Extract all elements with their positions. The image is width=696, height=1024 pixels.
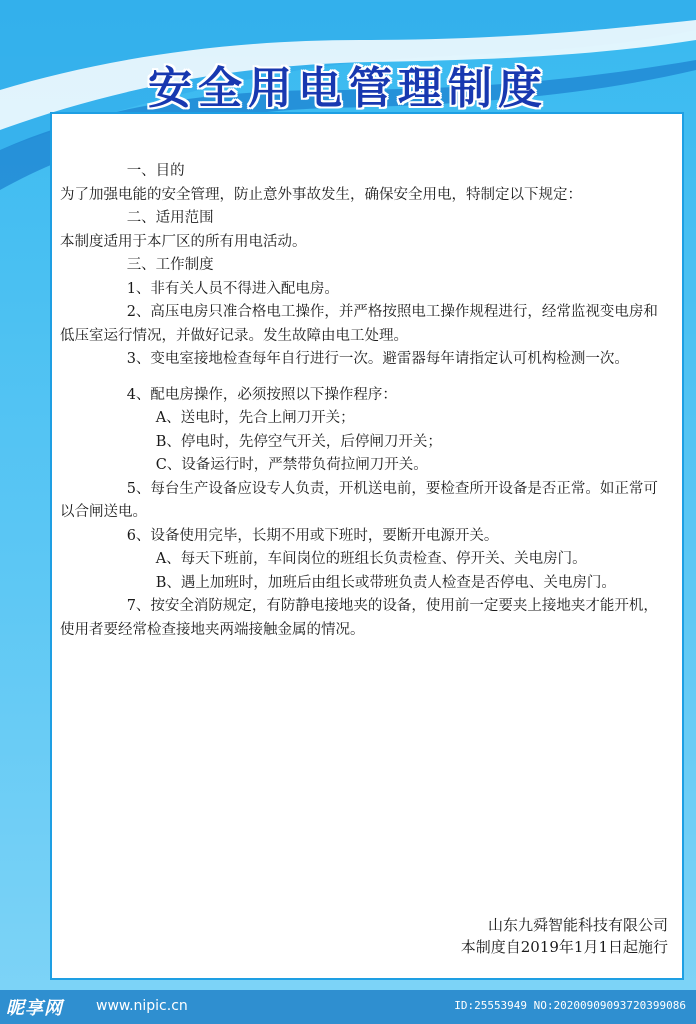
rule-item-7: 7、按安全消防规定，有防静电接地夹的设备，使用前一定要夹上接地夹才能开机，使用者要经常检查接地夹两端接触金属的情况。 <box>60 598 658 638</box>
company-name: 山东九舜智能科技有限公司 <box>487 916 668 934</box>
rule-item-5: 5、每台生产设备应设专人负责，开机送电前，要检查所开设备是否正常。如正常可以合闸送电。 <box>60 480 658 520</box>
rule-item-2: 2、高压电房只准合格电工操作，并严格按照电工操作规程进行，经常监视变电房和低压室运行情况，并做好记录。发生故障由电工处理。 <box>60 304 658 344</box>
rule-item-6b: B、遇上加班时，加班后由组长或带班负责人检查是否停电、关电房门。 <box>155 574 616 591</box>
section-text-scope: 本制度适用于本厂区的所有用电活动。 <box>60 233 307 250</box>
watermark-url: www.nipic.cn <box>96 998 188 1014</box>
rule-item-4c: C、设备运行时，严禁带负荷拉闸刀开关。 <box>155 457 428 473</box>
rule-item-4b: B、停电时，先停空气开关，后停闸刀开关； <box>155 433 442 450</box>
watermark-id: ID:25553949 NO:20200909093720399086 <box>454 999 686 1012</box>
page-title: 安全用电管理制度 <box>148 63 548 114</box>
regulation-body <box>60 160 670 642</box>
rule-item-1: 1、非有关人员不得进入配电房。 <box>126 280 339 297</box>
section-heading-rules: 三、工作制度 <box>126 257 214 273</box>
rule-item-6a: A、每天下班前，车间岗位的班组长负责检查、停开关、关电房门。 <box>155 551 587 567</box>
rule-item-6: 6、设备使用完毕，长期不用或下班时，要断开电源开关。 <box>126 527 499 544</box>
section-heading-scope: 二、适用范围 <box>126 210 214 226</box>
rule-item-4a: A、送电时，先合上闸刀开关； <box>155 410 355 426</box>
watermark-logo: 昵享网 <box>6 998 63 1019</box>
effective-date: 本制度自2019年1月1日起施行 <box>460 938 668 956</box>
footer <box>461 914 668 958</box>
rule-item-4: 4、配电房操作，必须按照以下操作程序： <box>126 386 397 403</box>
section-heading-purpose: 一、目的 <box>126 163 185 179</box>
section-text-purpose: 为了加强电能的安全管理，防止意外事故发生，确保安全用电，特制定以下规定： <box>60 186 582 203</box>
rule-item-3: 3、变电室接地检查每年自行进行一次。避雷器每年请指定认可机构检测一次。 <box>126 351 629 367</box>
